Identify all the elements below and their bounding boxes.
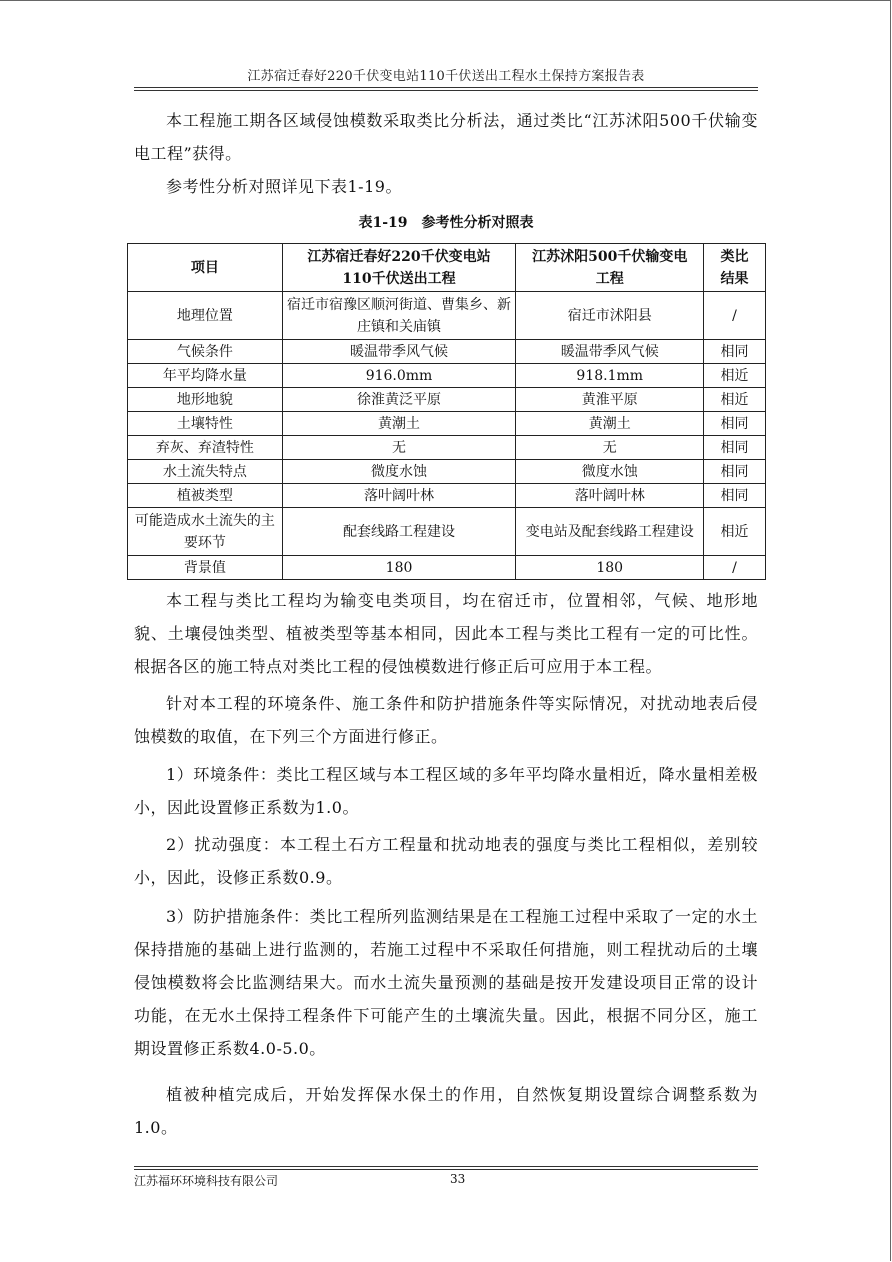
paragraph-disturbance: 2）扰动强度：本工程土石方工程量和扰动地表的强度与类比工程相似，差别较小，因此，设修正系数0.9。 — [134, 835, 758, 887]
cell-item: 地形地貌 — [128, 388, 283, 412]
table-row — [128, 340, 766, 364]
cell-analog: 180 — [516, 556, 704, 580]
paragraph-intro: 本工程施工期各区域侵蚀模数采取类比分析法，通过类比“江苏沭阳500千伏输变电工程”获得。 — [134, 111, 758, 163]
cell-analog: 黄潮土 — [516, 412, 704, 436]
cell-result: 相近 — [704, 508, 766, 556]
header-analog-line2: 工程 — [595, 270, 624, 287]
table-row — [128, 460, 766, 484]
cell-project: 配套线路工程建设 — [282, 508, 516, 556]
cell-item: 气候条件 — [128, 340, 283, 364]
cell-result: / — [704, 556, 766, 580]
header-rule — [134, 87, 758, 88]
cell-item: 地理位置 — [128, 292, 283, 340]
table-row — [128, 388, 766, 412]
cell-item: 水土流失特点 — [128, 460, 283, 484]
footer-rule-inner — [134, 1169, 758, 1170]
cell-project: 黄潮土 — [282, 412, 516, 436]
cell-result: 相同 — [704, 460, 766, 484]
header-item: 项目 — [128, 244, 283, 292]
cell-item: 背景值 — [128, 556, 283, 580]
cell-result: 相同 — [704, 436, 766, 460]
cell-result: 相近 — [704, 388, 766, 412]
cell-analog: 无 — [516, 436, 704, 460]
cell-analog: 宿迁市沭阳县 — [516, 292, 704, 340]
cell-analog: 暖温带季风气候 — [516, 340, 704, 364]
cell-item: 植被类型 — [128, 484, 283, 508]
header-analog — [516, 244, 704, 292]
cell-analog: 变电站及配套线路工程建设 — [516, 508, 704, 556]
header-project — [282, 244, 516, 292]
paragraph-vegetation: 植被种植完成后，开始发挥保水保土的作用，自然恢复期设置综合调整系数为1.0。 — [134, 1085, 758, 1137]
cell-result: 相同 — [704, 484, 766, 508]
table-row — [128, 364, 766, 388]
header-project-line2: 110千伏送出工程 — [342, 270, 456, 287]
header-project-line1: 江苏宿迁春好220千伏变电站 — [307, 248, 491, 265]
cell-item: 年平均降水量 — [128, 364, 283, 388]
cell-project: 180 — [282, 556, 516, 580]
cell-result: 相同 — [704, 340, 766, 364]
cell-result: / — [704, 292, 766, 340]
paragraph-environment: 1）环境条件：类比工程区域与本工程区域的多年平均降水量相近，降水量相差极小，因此设置修正系数为1.0。 — [134, 765, 758, 817]
table-row — [128, 412, 766, 436]
cell-item: 可能造成水土流失的主要环节 — [128, 508, 283, 556]
cell-project: 无 — [282, 436, 516, 460]
header-analog-line1: 江苏沭阳500千伏输变电 — [532, 248, 688, 265]
header-rule-inner — [134, 90, 758, 91]
cell-item: 土壤特性 — [128, 412, 283, 436]
cell-item: 弃灰、弃渣特性 — [128, 436, 283, 460]
cell-analog: 918.1mm — [516, 364, 704, 388]
table-caption: 表1-19 参考性分析对照表 — [358, 215, 534, 231]
cell-analog: 微度水蚀 — [516, 460, 704, 484]
header-result-line1: 类比 — [720, 248, 749, 265]
cell-project: 微度水蚀 — [282, 460, 516, 484]
header-result — [704, 244, 766, 292]
page-number: 33 — [450, 1172, 466, 1186]
cell-analog: 落叶阔叶林 — [516, 484, 704, 508]
cell-project: 暖温带季风气候 — [282, 340, 516, 364]
paragraph-correction-intro: 针对本工程的环境条件、施工条件和防护措施条件等实际情况，对扰动地表后侵蚀模数的取值，在下列三个方面进行修正。 — [134, 694, 758, 746]
paragraph-table-ref: 参考性分析对照详见下表1-19。 — [166, 177, 402, 196]
cell-project: 落叶阔叶林 — [282, 484, 516, 508]
table-row — [128, 556, 766, 580]
paragraph-comparability: 本工程与类比工程均为输变电类项目，均在宿迁市，位置相邻，气候、地形地貌、土壤侵蚀类型、植被类型等基本相同，因此本工程与类比工程有一定的可比性。根据各区的施工特点对类比工程的侵蚀模数进行修正后可应用于本工程。 — [134, 591, 758, 676]
running-header: 江苏宿迁春好220千伏变电站110千伏送出工程水土保持方案报告表 — [247, 69, 645, 84]
cell-result: 相近 — [704, 364, 766, 388]
cell-project: 宿迁市宿豫区顺河街道、曹集乡、新庄镇和关庙镇 — [282, 292, 516, 340]
header-result-line2: 结果 — [720, 270, 749, 287]
comparison-table — [127, 243, 766, 580]
footer-company: 江苏福环环境科技有限公司 — [134, 1174, 279, 1188]
table-row — [128, 436, 766, 460]
table-header-row — [128, 244, 766, 292]
table-row — [128, 292, 766, 340]
table-row — [128, 484, 766, 508]
paragraph-protection: 3）防护措施条件：类比工程所列监测结果是在工程施工过程中采取了一定的水土保持措施的基础上进行监测的，若施工过程中不采取任何措施，则工程扰动后的土壤侵蚀模数将会比监测结果大。而水土流失量预测的基础是按开发建设项目正常的设计功能，在无水土保持工程条件下可能产生的土壤流失量。因此，根据不同分区，施工期设置修正系数4.0-5.0。 — [134, 907, 758, 1058]
cell-project: 徐淮黄泛平原 — [282, 388, 516, 412]
table-row — [128, 508, 766, 556]
footer-rule — [134, 1166, 758, 1167]
cell-project: 916.0mm — [282, 364, 516, 388]
cell-result: 相同 — [704, 412, 766, 436]
cell-analog: 黄淮平原 — [516, 388, 704, 412]
